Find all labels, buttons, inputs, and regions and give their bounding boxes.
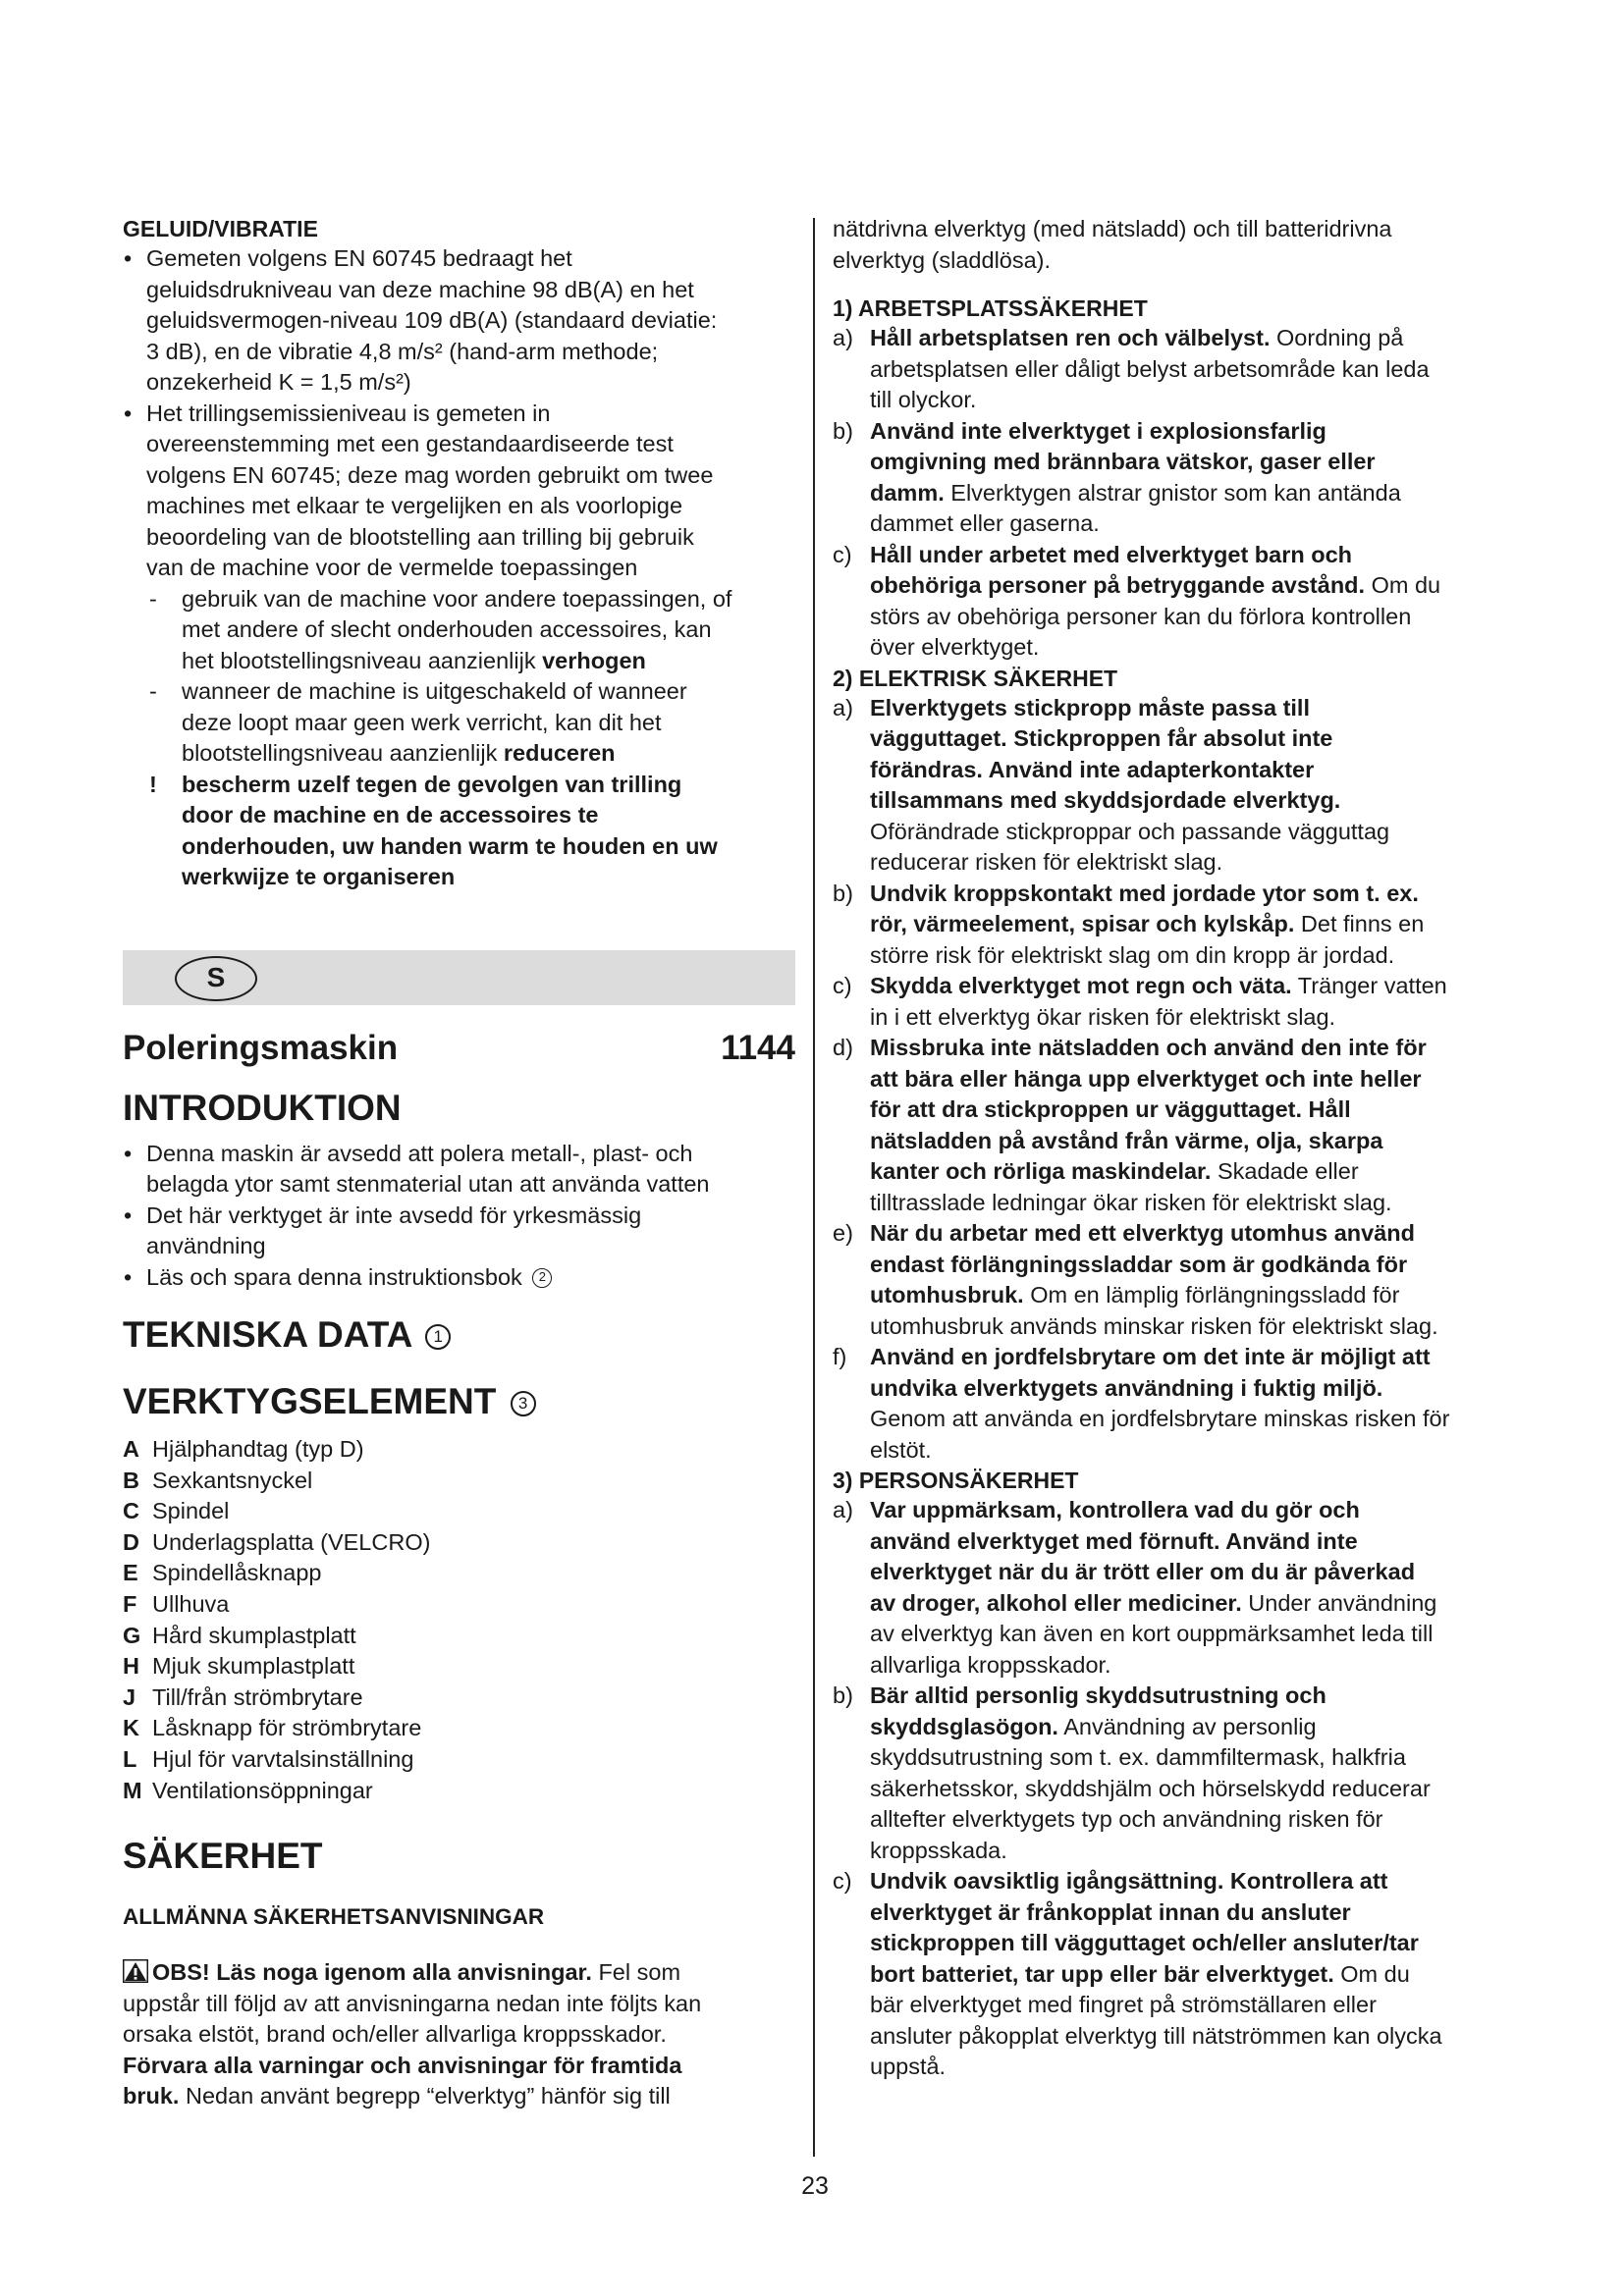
item-marker: b) [833,1682,853,1708]
text-line: orsaka elstöt, brand och/eller allvarliga kroppsskador. [123,2021,667,2048]
text-line: säkerhetsskor, skyddshjälm och hörselskydd reducerar [870,1775,1431,1801]
text-line: omgivning med brännbara vätskor, gaser eller [870,449,1376,474]
text-line: Genom att använda en jordfelsbrytare minskas risken för [870,1406,1450,1431]
text-line: onzekerheid K = 1,5 m/s²) [146,369,411,395]
intro-bullet [123,1201,795,1262]
text-line: rör, värmeelement, spisar och kylskåp. Det finns en [870,911,1425,936]
item-marker: c) [833,973,852,998]
figure-ref-badge: 1 [425,1324,451,1350]
text-line: av droger, alkohol eller mediciner. Under användning [870,1589,1437,1616]
exclamation-icon: ! [149,771,157,797]
text-line: geluidsvermogen-niveau 109 dB(A) (standaard deviatie: [146,307,718,333]
text-line: geluidsdrukniveau van deze machine 98 dB(A) en het [146,276,694,302]
item-marker: c) [833,541,852,567]
text-line: Håll arbetsplatsen ren och välbelyst. Oordning på [870,325,1404,350]
list-item [833,1681,1500,1866]
list-item: A Hjälphandtag (typ D) [123,1436,364,1462]
text-line: nätdrivna elverktyg (med nätsladd) och till batteridrivna [833,216,1392,241]
item-marker: d) [833,1035,853,1060]
text-line: beoordeling van de blootstelling aan trilling bij gebruik [146,523,694,550]
text-line: över elverktyget. [870,634,1040,660]
product-title-row [123,1029,795,1068]
text-line: av elverktyg kan även en kort ouppmärksamhet leda till [870,1621,1434,1646]
text-line: elverktyget när du är trött eller om du är påverkad [870,1559,1416,1584]
text-line: bruk. Nedan använt begrepp “elverktyg” hänför sig till [123,2083,671,2109]
geluid-heading: GELUID/VIBRATIE [123,216,318,241]
text-line: door de machine en de accessoires te [182,802,599,828]
text-line: kanter och rörliga maskindelar. Skadade eller [870,1158,1359,1184]
text-line: större risk för elektriskt slag om din kropp är jordad. [870,941,1395,968]
text-line: kroppsskada. [870,1837,1007,1863]
text-line: Missbruka inte nätsladden och använd den inte för [870,1035,1427,1060]
text-line: in i ett elverktyg ökar risken för elektriskt slag. [870,1003,1336,1030]
dash-item-reduce: - wanneer de machine is uitgeschakeld of wanneer deze loopt maar geen werk verricht, kan dit het blootstellingsniveau aanzienlijk reduceren [123,676,795,770]
text-line: elverktyg (sladdlösa). [833,246,1052,273]
list-item: D Underlagsplatta (VELCRO) [123,1528,431,1555]
text-line: skyddsutrustning som t. ex. dammfiltermask, halkfria [870,1744,1406,1770]
personal-safety-list [833,1495,1500,2083]
text-line: bescherm uzelf tegen de gevolgen van trilling [182,771,682,797]
list-item [833,1033,1500,1218]
list-item [833,1218,1500,1342]
text-line: Förvara alla varningar och anvisningar för framtida [123,2052,682,2078]
text-line: stickproppen till vägguttaget och/eller ansluter/tar [870,1930,1419,1955]
list-item: M Ventilationsöppningar [123,1777,373,1803]
text-line: för att dra stickproppen ur vägguttaget. Håll [870,1096,1351,1122]
text-line: Skydda elverktyget mot regn och väta. Tränger vatten [870,973,1447,998]
text-line: • Het trillingsemissieniveau is gemeten in [146,400,551,426]
text-line: dammet eller gaserna. [870,510,1100,536]
list-item [833,540,1500,664]
text-line: arbetsplatsen eller dåligt belyst arbetsområde kan leda [870,355,1430,382]
text-line: uppstå. [870,2054,947,2079]
list-item: K Låsknapp för strömbrytare [123,1715,422,1741]
workplace-safety-heading: 1) ARBETSPLATSSÄKERHET [833,295,1148,321]
text-line: blootstellingsniveau aanzienlijk reduceren [182,740,616,766]
right-column [833,214,1500,2083]
text-line: förändras. Använd inte adapterkontakter [870,756,1315,782]
intro-heading: INTRODUKTION [123,1087,402,1128]
text-line: overeenstemming met een gestandaardiseerde test [146,431,674,456]
text-line: allvarliga kroppsskador. [870,1651,1111,1678]
text-line: deze loopt maar geen werk verricht, kan dit het [182,709,662,735]
text-line: werkwijze te organiseren [182,864,456,889]
list-item: C Spindel [123,1498,230,1524]
list-item: H Mjuk skumplastplatt [123,1653,355,1680]
list-item: F Ullhuva [123,1590,230,1617]
text-line: van de machine voor de vermelde toepassingen [146,555,638,580]
list-item [833,693,1500,879]
text-line: ansluter påkopplat elverktyg till nätströmmen kan olycka [870,2022,1442,2049]
list-item [833,1866,1500,2083]
protection-warning [123,770,795,893]
text-line: vägguttaget. Stickproppen får absolut inte [870,725,1333,751]
text-line: belagda ytor samt stenmaterial utan att använda vatten [146,1171,710,1197]
text-line: störs av obehöriga personer kan du förlora kontrollen [870,603,1412,629]
elements-heading: VERKTYGSELEMENT 3 [123,1381,795,1422]
electrical-safety-list [833,693,1500,1467]
text-line: OBS! Läs noga igenom alla anvisningar. Fel som [123,1957,795,1989]
text-line: wanneer de machine is uitgeschakeld of wanneer [182,678,687,704]
personal-safety-heading: 3) PERSONSÄKERHET [833,1468,1079,1493]
text-line: reducerar risken för elektriskt slag. [870,849,1223,875]
text-line: damm. Elverktygen alstrar gnistor som kan antända [870,479,1401,506]
text-line: utomhusbruk. Om en lämplig förlängningssladd för [870,1282,1400,1308]
item-marker: e) [833,1220,853,1246]
list-item: E Spindellåsknapp [123,1560,322,1586]
tech-data-heading: TEKNISKA DATA 1 [123,1314,795,1356]
item-marker: f) [833,1344,847,1369]
figure-ref-badge: 2 [532,1268,552,1288]
page-number: 23 [801,2172,829,2200]
text-line: skyddsglasögon. Användning av personlig [870,1713,1317,1739]
item-marker: b) [833,417,853,444]
text-line: bär elverktyget med fingret på strömställaren eller [870,1992,1377,2017]
text-line: uppstår till följd av att anvisningarna nedan inte följts kan [123,1990,702,2016]
text-line: Undvik kroppskontakt med jordade ytor som t. ex. [870,880,1419,906]
list-item: J Till/från strömbrytare [123,1683,363,1710]
text-line: 3 dB), en de vibratie 4,8 m/s² (hand-arm methode; [146,338,659,364]
text-line: elverktyget är frånkopplat innan du ansluter [870,1898,1351,1925]
product-number: 1144 [721,1028,795,1067]
text-line: elstöt. [870,1436,932,1463]
text-line: Läs och spara denna instruktionsbok [146,1263,522,1290]
text-line: • Denna maskin är avsedd att polera metall-, plast- och [146,1140,693,1166]
list-item [833,879,1500,972]
warning-triangle-icon [123,1959,148,1983]
list-item: G Hård skumplastplatt [123,1622,356,1648]
left-column [123,214,795,2112]
text-line: Använd inte elverktyget i explosionsfarlig [870,417,1326,444]
product-name: Poleringsmaskin [123,1028,399,1067]
item-marker: a) [833,325,853,350]
dash-item-increase: - gebruik van de machine voor andere toepassingen, of met andere of slecht onderhouden accessoires, kan het blootstellingsniveau aanzienlijk verhogen [123,584,795,677]
text-line: använd elverktyget med förnuft. Använd inte [870,1527,1358,1554]
text-line: Oförändrade stickproppar och passande vägguttag [870,818,1390,844]
list-item [833,416,1500,540]
text-line: Bär alltid personlig skyddsutrustning och [870,1682,1326,1708]
general-safety-heading: ALLMÄNNA SÄKERHETSANVISNINGAR [123,1904,545,1930]
text-line: onderhouden, uw handen warm te houden en uw [182,832,718,859]
text-line: volgens EN 60745; deze mag worden gebruikt om twee [146,461,714,488]
text-line: att bära eller hänga upp elverktyget och inte heller [870,1065,1422,1092]
figure-ref-badge: 3 [511,1391,536,1416]
text-line: gebruik van de machine voor andere toepassingen, of [182,585,732,612]
noise-bullet [123,243,795,399]
text-line: endast förlängningssladdar som är godkända för [870,1251,1408,1277]
text-line: • Det här verktyget är inte avsedd för yrkesmässig [146,1201,642,1228]
list-item: B Sexkantsnyckel [123,1467,313,1493]
text-line: het blootstellingsniveau aanzienlijk verhogen [182,647,646,673]
text-line: tilltrasslade ledningar ökar risken för elektriskt slag. [870,1189,1392,1215]
text-line: obehöriga personer på betryggande avstånd. Om du [870,572,1441,598]
language-badge: S [175,956,257,1001]
item-marker: c) [833,1868,852,1894]
item-marker: a) [833,694,853,721]
text-line: Använd en jordfelsbrytare om det inte är möjligt att [870,1344,1431,1369]
text-line: tillsammans med skyddsjordade elverktyg. [870,787,1341,813]
list-item [833,1495,1500,1681]
text-line: nätsladden på avstånd från värme, olja, skarpa [870,1127,1383,1153]
text-line: Var uppmärksam, kontrollera vad du gör och [870,1497,1360,1522]
text-line: • Gemeten volgens EN 60745 bedraagt het [146,245,572,271]
vibration-bullet [123,399,795,584]
text-line: Undvik oavsiktlig igångsättning. Kontrollera att [870,1868,1388,1894]
text-line: bort batteriet, tar upp eller bär elverktyget. Om du [870,1960,1410,1987]
text-line: utomhusbruk används minskar risken för elektriskt slag. [870,1312,1438,1339]
item-marker: b) [833,880,853,906]
text-line: alltefter elverktygets typ och användning risken för [870,1806,1383,1832]
intro-bullet [123,1262,795,1294]
language-bar [123,950,795,1005]
text-line: Elverktygets stickpropp måste passa till [870,694,1310,721]
text-line: met andere of slecht onderhouden accessoires, kan [182,616,712,642]
text-line: Håll under arbetet med elverktyget barn och [870,541,1353,567]
text-line: användning [146,1233,266,1258]
text-line: machines met elkaar te vergelijken en als voorlopige [146,493,683,518]
list-item: L Hjul för varvtalsinställning [123,1745,414,1772]
parts-list [123,1434,795,1806]
text-line: undvika elverktygets användning i fuktig miljö. [870,1374,1383,1401]
intro-bullet [123,1139,795,1201]
column-divider [813,218,815,2157]
safety-heading: SÄKERHET [123,1836,323,1877]
list-item [833,1342,1500,1466]
list-item [833,971,1500,1033]
item-marker: a) [833,1497,853,1522]
text-line: till olyckor. [870,387,977,412]
list-item [833,323,1500,416]
workplace-safety-list [833,323,1500,664]
text-line: När du arbetar med ett elverktyg utomhus använd [870,1220,1416,1246]
electrical-safety-heading: 2) ELEKTRISK SÄKERHET [833,665,1118,691]
